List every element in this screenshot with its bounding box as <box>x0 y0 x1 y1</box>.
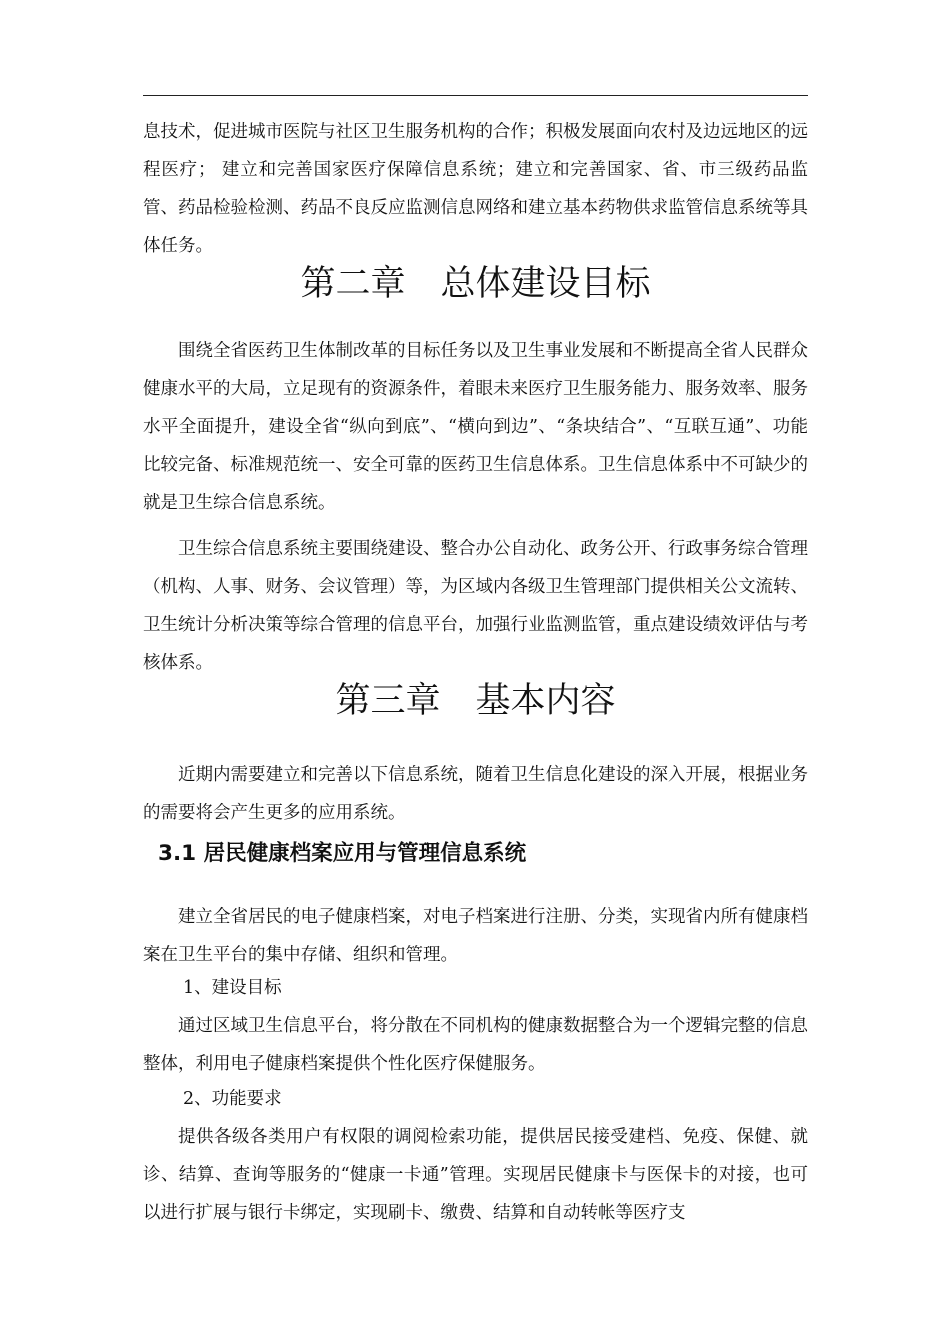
intro-paragraph: 息技术，促进城市医院与社区卫生服务机构的合作；积极发展面向农村及边远地区的远程医疗； 建立和完善国家医疗保障信息系统；建立和完善国家、省、市三级药品监管、药品检验检测、药品不良反应监测信息网络和建立基本药物供求监管信息系统等具体任务。 <box>143 122 808 256</box>
chapter-2-title: 第二章 总体建设目标 <box>300 264 651 304</box>
chapter-2-paragraph-1: 围绕全省医药卫生体制改革的目标任务以及卫生事业发展和不断提高全省人民群众健康水平的大局，立足现有的资源条件，着眼未来医疗卫生服务能力、服务效率、服务水平全面提升，建设全省“纵向到底”、“横向到边”、“条块结合”、“互联互通”、功能比较完备、标准规范统一、安全可靠的医药卫生信息体系。卫生信息体系中不可缺少的就是卫生综合信息系统。 <box>143 341 808 513</box>
section-3-1-paragraph-1: 建立全省居民的电子健康档案，对电子档案进行注册、分类，实现省内所有健康档案在卫生平台的集中存储、组织和管理。 <box>143 907 808 965</box>
section-3-1-title: 3.1 居民健康档案应用与管理信息系统 <box>158 841 527 866</box>
item-2-paragraph: 提供各级各类用户有权限的调阅检索功能，提供居民接受建档、免疫、保健、就诊、结算、查询等服务的“健康一卡通”管理。实现居民健康卡与医保卡的对接，也可以进行扩展与银行卡绑定，实现刷卡、缴费、结算和自动转帐等医疗支 <box>143 1127 808 1223</box>
item-1-paragraph: 通过区域卫生信息平台，将分散在不同机构的健康数据整合为一个逻辑完整的信息整体，利用电子健康档案提供个性化医疗保健服务。 <box>143 1016 808 1074</box>
chapter-3-title: 第三章 基本内容 <box>335 681 616 721</box>
header-rule <box>143 95 808 96</box>
chapter-3-paragraph-1: 近期内需要建立和完善以下信息系统，随着卫生信息化建设的深入开展，根据业务的需要将会产生更多的应用系统。 <box>143 765 808 823</box>
item-1-heading: 1、建设目标 <box>183 978 282 998</box>
item-2-heading: 2、功能要求 <box>183 1089 282 1109</box>
chapter-2-paragraph-2: 卫生综合信息系统主要围绕建设、整合办公自动化、政务公开、行政事务综合管理（机构、人事、财务、会议管理）等，为区域内各级卫生管理部门提供相关公文流转、卫生统计分析决策等综合管理的信息平台，加强行业监测监管，重点建设绩效评估与考核体系。 <box>143 539 808 673</box>
